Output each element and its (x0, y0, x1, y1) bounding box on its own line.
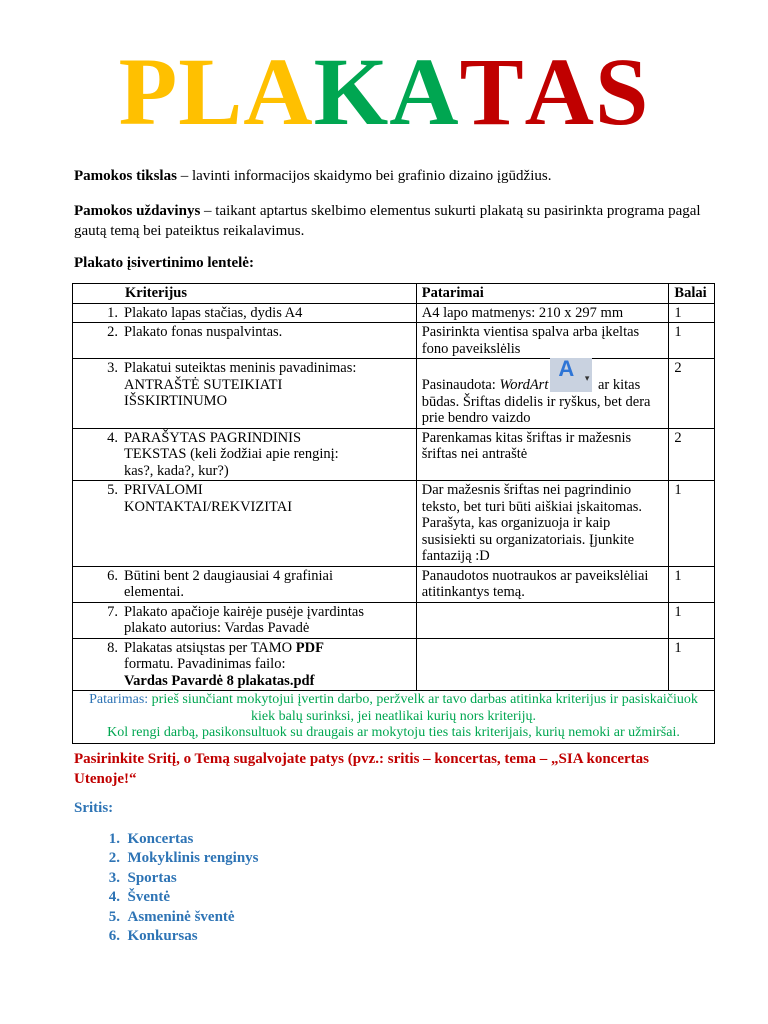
points-cell: 1 (669, 566, 715, 602)
row-number: 5. (107, 482, 118, 498)
criterion-text-part: formatu. Pavadinimas failo: (124, 656, 286, 672)
pdf-label: PDF (295, 639, 324, 656)
criterion-text: PARAŠYTAS PAGRINDINIS TEKSTAS (keli žodžiai apie renginį: kas?, kada?, kur?) (124, 429, 339, 479)
tip-cell (416, 638, 669, 691)
table-caption: Plakato įsivertinimo lentelė: (74, 255, 254, 271)
lesson-task (74, 201, 714, 241)
criterion-text-part: Plakatas atsiųstas per TAMO (124, 639, 296, 656)
criterion-cell (73, 428, 417, 481)
file-name: Vardas Pavardė 8 plakatas.pdf (124, 672, 315, 689)
tip-row (73, 691, 715, 744)
row-number: 7. (107, 603, 118, 620)
criterion-text (124, 640, 364, 690)
criterion-text: PRIVALOMI KONTAKTAI/REKVIZITAI (124, 482, 293, 515)
list-text: Koncertas (127, 831, 194, 847)
criterion-text: Plakato lapas stačias, dydis A4 (124, 304, 303, 321)
wordart-icon: A ▾ (550, 358, 592, 392)
lesson-task-text: – taikant aptartus skelbimo elementus sukurti plakatą su pasirinkta programa pagal gautą temą bei pateiktus reikalavimus. (74, 203, 701, 239)
points-cell: 1 (669, 602, 715, 638)
sritis-heading: Sritis: (74, 800, 114, 816)
points-cell: 2 (669, 428, 715, 481)
header-tips: Patarimai (416, 284, 669, 304)
row-number: 3. (107, 360, 118, 376)
header-criterion: Kriterijus (73, 284, 417, 304)
poster-title (0, 38, 768, 145)
row-number: 6. (107, 567, 118, 584)
row-number: 4. (107, 429, 118, 446)
criterion-cell (73, 566, 417, 602)
list-text: Asmeninė šventė (127, 908, 235, 925)
title-letter: S (594, 38, 650, 145)
tip-text: Pasinaudota: (421, 377, 500, 393)
title-letter: P (118, 38, 179, 145)
tip-cell: Parenkamas kitas šriftas ir mažesnis šriftas nei antraštė (416, 428, 669, 481)
criterion-cell (73, 323, 417, 359)
criterion-cell (73, 481, 417, 567)
title-letter: L (178, 38, 244, 145)
tip-text: ar kitas būdas. Šriftas didelis ir ryškus, bet dera prie bendro vaizdo (421, 377, 651, 426)
title-letter: K (313, 38, 390, 145)
table-row (73, 566, 715, 602)
wordart-label: WordArt (499, 377, 549, 393)
instruction-note: Pasirinkite Sritį, o Temą sugalvojate patys (pvz.: sritis – koncertas, tema – „SIA koncertas Utenoje!“ (74, 751, 649, 787)
list-number: 4. (108, 889, 120, 906)
tip-cell (416, 602, 669, 638)
list-item (74, 869, 259, 888)
list-number: 6. (108, 928, 120, 945)
table-row (73, 428, 715, 481)
list-text: Mokyklinis renginys (127, 850, 259, 867)
tip-cell: Panaudotos nuotraukos ar paveikslėliai atitinkantys temą. (416, 566, 669, 602)
table-row (73, 323, 715, 359)
tip-cell (416, 355, 669, 429)
points-cell: 1 (669, 481, 715, 567)
lesson-goal (74, 166, 714, 186)
points-cell: 1 (669, 303, 715, 323)
tip-cell: Dar mažesnis šriftas nei pagrindinio teksto, bet turi būti aiškiai įskaitomas. Parašyta, kas organizuoja ir kaip susisiekti su organizatoriais. Įjunkite fantaziją :D (416, 481, 669, 567)
criterion-cell (73, 359, 417, 429)
list-item (74, 908, 259, 927)
criterion-cell (73, 638, 417, 691)
tip-cell: A4 lapo matmenys: 210 x 297 mm (416, 303, 669, 323)
tip-text-1: prieš siunčiant mokytojui įvertin darbo, peržvelk ar tavo darbas atitinka kriterijus ir pasiskaičiuok kiek balų surinksi, jei neatlikai kurių nors kriterijų. (148, 692, 698, 724)
sritis-list (74, 830, 259, 946)
lesson-goal-text: – lavinti informacijos skaidymo bei grafinio dizaino įgūdžius. (176, 168, 552, 184)
row-number: 1. (107, 304, 118, 321)
criterion-text: Būtini bent 2 daugiausiai 4 grafiniai elementai. (124, 567, 333, 600)
list-number: 3. (108, 869, 120, 886)
tip-row-cell (73, 691, 715, 744)
list-item (74, 830, 259, 849)
list-item (74, 888, 259, 907)
list-item (74, 927, 259, 946)
tip-cell: Pasirinkta vientisa spalva arba įkeltas fono paveikslėlis (416, 323, 669, 359)
list-text: Sportas (127, 869, 177, 886)
table-header-row (73, 284, 715, 304)
criterion-text: Plakatui suteiktas meninis pavadinimas: ANTRAŠTĖ SUTEIKIATI IŠSKIRTINUMO (124, 360, 357, 409)
tip-text-2: Kol rengi darbą, pasikonsultuok su draugais ar mokytoju ties tais kriterijais, kurių nemoki ar užmiršai. (107, 725, 680, 740)
table-row (73, 602, 715, 638)
list-number: 5. (108, 908, 120, 925)
title-letter: T (459, 38, 525, 145)
lesson-task-label: Pamokos uždavinys (74, 203, 201, 219)
list-number: 1. (108, 831, 120, 847)
criterion-text: Plakato fonas nuspalvintas. (124, 324, 283, 340)
title-letter: A (389, 38, 460, 145)
points-cell: 2 (669, 359, 715, 429)
criterion-cell (73, 602, 417, 638)
title-letter: A (243, 38, 314, 145)
list-item (74, 849, 259, 868)
row-number: 2. (107, 324, 118, 340)
title-letter: A (524, 38, 595, 145)
points-cell: 1 (669, 323, 715, 359)
criterion-cell (73, 303, 417, 323)
header-points: Balai (669, 284, 715, 304)
table-row (73, 359, 715, 429)
list-number: 2. (108, 850, 120, 867)
criterion-text: Plakato apačioje kairėje pusėje įvardintas plakato autorius: Vardas Pavadė (124, 603, 364, 636)
evaluation-table (72, 283, 715, 744)
list-text: Konkursas (127, 928, 198, 945)
table-row (73, 638, 715, 691)
tip-label: Patarimas: (89, 692, 149, 707)
lesson-goal-label: Pamokos tikslas (74, 168, 177, 184)
table-row (73, 303, 715, 323)
points-cell: 1 (669, 638, 715, 691)
row-number: 8. (107, 639, 118, 656)
list-text: Šventė (127, 889, 170, 906)
table-row (73, 481, 715, 567)
